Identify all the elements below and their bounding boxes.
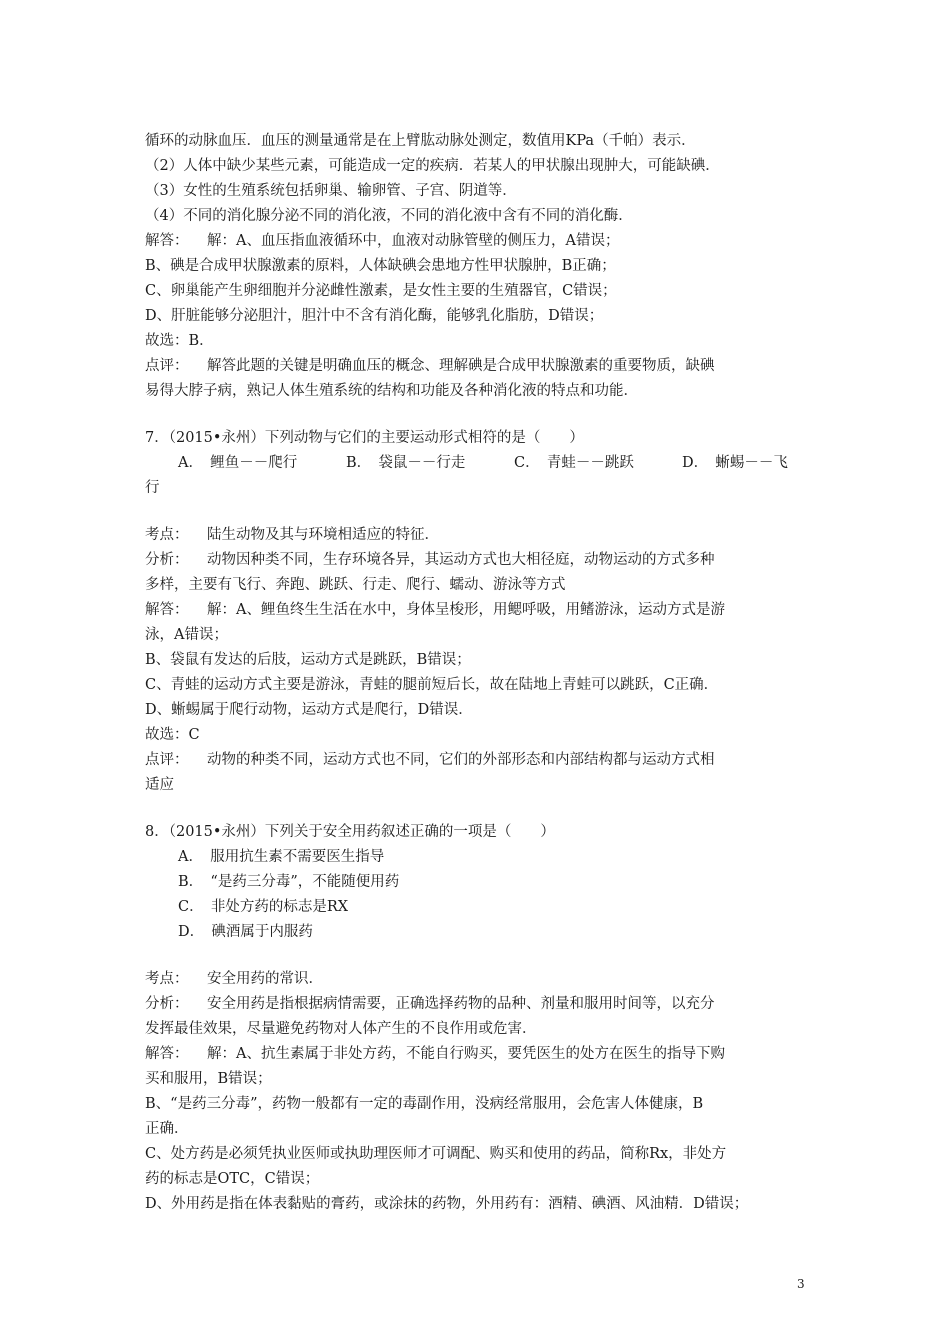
comment-label: 点评： xyxy=(145,358,189,374)
text-line: D、外用药是指在体表黏贴的膏药，或涂抹的药物，外用药有：酒精、碘酒、风油精．D错误； xyxy=(145,1196,749,1212)
text-line: 药的标志是OTC，C错误； xyxy=(145,1171,320,1187)
text-line: D、肝脏能够分泌胆汁，胆汁中不含有消化酶，能够乳化脂肪，D错误； xyxy=(145,308,604,324)
fenxi-text: 动物因种类不同，生存环境各异，其运动方式也大相径庭，动物运动的方式多种 xyxy=(207,552,715,568)
text-line: C、卵巢能产生卵细胞并分泌雌性激素，是女性主要的生殖器官，C错误； xyxy=(145,283,617,299)
text-line: （3）女性的生殖系统包括卵巢、输卵管、子宫、阴道等． xyxy=(145,183,517,199)
text-line: 买和服用，B错误； xyxy=(145,1071,272,1087)
fenxi-label: 分析： xyxy=(145,552,189,568)
option-d: D． 蜥蜴－－飞 xyxy=(682,455,788,471)
option-b: B． 袋鼠－－行走 xyxy=(346,455,466,471)
answer-line xyxy=(145,1044,725,1064)
comment-line xyxy=(145,356,715,376)
text-line: C、青蛙的运动方式主要是游泳，青蛙的腿前短后长，故在陆地上青蛙可以跳跃，C正确． xyxy=(145,677,719,693)
comment-text: 动物的种类不同，运动方式也不同，它们的外部形态和内部结构都与运动方式相 xyxy=(207,752,715,768)
option-c: C． 青蛙－－跳跃 xyxy=(514,455,634,471)
question-7-stem: 7．（2015•永州）下列动物与它们的主要运动形式相符的是（ ） xyxy=(145,430,584,446)
text-line: 适应 xyxy=(145,777,174,793)
text-line: B、袋鼠有发达的后肢，运动方式是跳跃，B错误； xyxy=(145,652,471,668)
text-line: 多样，主要有飞行、奔跑、跳跃、行走、爬行、蠕动、游泳等方式 xyxy=(145,577,566,593)
fenxi-label: 分析： xyxy=(145,996,189,1012)
answer-label: 解答： xyxy=(145,602,189,618)
kaodian-label: 考点： xyxy=(145,971,189,987)
answer-label: 解答： xyxy=(145,233,189,249)
fenxi-text: 安全用药是指根据病情需要，正确选择药物的品种、剂量和服用时间等，以充分 xyxy=(207,996,715,1012)
text-line: 泳，A错误； xyxy=(145,627,228,643)
text-line: 故选：B． xyxy=(145,333,214,349)
text-line: 故选：C xyxy=(145,727,200,743)
text-line: （4）不同的消化腺分泌不同的消化液，不同的消化液中含有不同的消化酶． xyxy=(145,208,633,224)
answer-label: 解答： xyxy=(145,1046,189,1062)
question-7-options xyxy=(178,453,788,473)
answer-text: 解：A、鲤鱼终生生活在水中，身体呈梭形，用鳃呼吸，用鳍游泳，运动方式是游 xyxy=(207,602,725,618)
text-line: B、碘是合成甲状腺激素的原料，人体缺碘会患地方性甲状腺肿，B正确； xyxy=(145,258,616,274)
kaodian-text: 陆生动物及其与环境相适应的特征． xyxy=(207,527,439,543)
text-line: 发挥最佳效果，尽量避免药物对人体产生的不良作用或危害． xyxy=(145,1021,537,1037)
kaodian-label: 考点： xyxy=(145,527,189,543)
comment-label: 点评： xyxy=(145,752,189,768)
answer-line xyxy=(145,231,619,251)
question-8-stem: 8．（2015•永州）下列关于安全用药叙述正确的一项是（ ） xyxy=(145,824,555,840)
answer-text: 解：A、抗生素属于非处方药，不能自行购买，要凭医生的处方在医生的指导下购 xyxy=(207,1046,725,1062)
kaodian-text: 安全用药的常识． xyxy=(207,971,323,987)
comment-text: 解答此题的关键是明确血压的概念、理解碘是合成甲状腺激素的重要物质，缺碘 xyxy=(207,358,715,374)
text-line: 循环的动脉血压．血压的测量通常是在上臂肱动脉处测定，数值用KPa（千帕）表示． xyxy=(145,133,696,149)
page-number: 3 xyxy=(797,1277,805,1291)
option-d: D． 碘酒属于内服药 xyxy=(178,924,313,940)
option-c: C． 非处方药的标志是RX xyxy=(178,899,349,915)
answer-text: 解：A、血压指血液循环中，血液对动脉管壁的侧压力，A错误； xyxy=(207,233,620,249)
option-b: B． “是药三分毒”，不能随便用药 xyxy=(178,874,400,890)
fenxi-line xyxy=(145,994,715,1014)
option-a: A． 鲤鱼－－爬行 xyxy=(178,455,298,471)
fenxi-line xyxy=(145,550,715,570)
text-line: 行 xyxy=(145,480,160,496)
text-line: B、“是药三分毒”，药物一般都有一定的毒副作用，没病经常服用，会危害人体健康，B xyxy=(145,1096,704,1112)
kaodian-line xyxy=(145,525,439,545)
kaodian-line xyxy=(145,969,323,989)
option-a: A． 服用抗生素不需要医生指导 xyxy=(178,849,385,865)
text-line: C、处方药是必须凭执业医师或执助理医师才可调配、购买和使用的药品，简称Rx，非处方 xyxy=(145,1146,727,1162)
comment-line xyxy=(145,750,715,770)
text-line: （2）人体中缺少某些元素，可能造成一定的疾病．若某人的甲状腺出现肿大，可能缺碘． xyxy=(145,158,720,174)
text-line: 易得大脖子病，熟记人体生殖系统的结构和功能及各种消化液的特点和功能． xyxy=(145,383,638,399)
answer-line xyxy=(145,600,725,620)
text-line: D、蜥蜴属于爬行动物，运动方式是爬行，D错误． xyxy=(145,702,473,718)
text-line: 正确． xyxy=(145,1121,189,1137)
